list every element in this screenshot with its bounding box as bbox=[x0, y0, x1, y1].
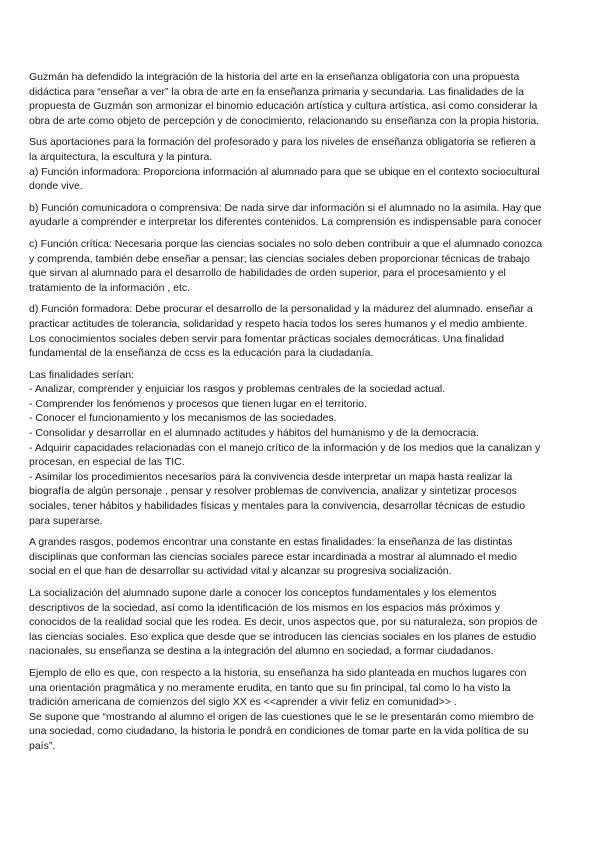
text-line: procesan, en especial de las TIC. bbox=[29, 456, 185, 469]
text-line: nacionales, su enseñanza se destina a la integración del alumno en sociedad, a formar ciudadanos. bbox=[29, 645, 494, 658]
list-item: - Adquirir capacidades relacionadas con el manejo crítico de la información y de los medios que la canalizan y bbox=[29, 441, 541, 454]
text-line: la arquitectura, la escultura y la pintura. bbox=[29, 150, 213, 163]
paragraph-funcion-comunicadora bbox=[29, 201, 571, 230]
text-line: Los conocimientos sociales deben servir para fomentar prácticas sociales democráticas. Una finalidad bbox=[29, 332, 505, 345]
text-line: una sociedad, como ciudadano, la historia le pondrá en condiciones de tomar parte en la vida política de su bbox=[29, 725, 529, 738]
text-line: La socialización del alumnado supone darle a conocer los conceptos fundamentales y los elementos bbox=[29, 587, 497, 599]
text-line: conocidos de la realidad social que les rodea. Es decir, unos aspectos que, por su naturaleza, son propios de bbox=[29, 616, 538, 629]
text-line: propuesta de Guzmán son armonizar el binomio educación artística y cultura artística, así como considerar la bbox=[29, 100, 538, 113]
text-line: ayudarle a comprender e interpretar los diferentes contenidos. La comprensión es indispensable para conocer bbox=[29, 216, 542, 229]
text-line: a) Función informadora: Proporciona información al alumnado para que se ubique en el contexto sociocultural bbox=[29, 165, 540, 178]
text-line: Sus aportaciones para la formación del profesorado y para los niveles de enseñanza obligatoria se refieren a bbox=[29, 136, 536, 149]
list-item: - Comprender los fenómenos y procesos que tienen lugar en el territorio. bbox=[29, 397, 367, 410]
text-line: Ejemplo de ello es que, con respecto a la historia, su enseñanza ha sido planteada en muchos lugares con bbox=[29, 666, 527, 679]
text-line: A grandes rasgos, podemos encontrar una constante en estas finalidades: la enseñanza de las distintas bbox=[29, 536, 513, 549]
document-page bbox=[29, 70, 571, 761]
text-line: donde vive. bbox=[29, 180, 83, 193]
list-item: - Conocer el funcionamiento y los mecanismos de las sociedades. bbox=[29, 412, 337, 425]
text-line: que sirvan al alumnado para el desarrollo de habilidades de orden superior, para el procesamiento y el bbox=[29, 267, 506, 280]
list-item: - Analizar, comprender y enjuiciar los rasgos y problemas centrales de la sociedad actual. bbox=[29, 383, 446, 396]
text-line: social en el que han de desarrollar su actividad vital y alcanzar su progresiva socialización. bbox=[29, 565, 452, 578]
paragraph-aportaciones bbox=[29, 135, 571, 193]
paragraph-socializacion bbox=[29, 586, 571, 659]
text-line: tradición americana de comienzos del siglo XX es <<aprender a vivir feliz en comunidad>> . bbox=[29, 696, 457, 709]
text-line: país”. bbox=[29, 739, 56, 752]
text-line: sociales, tener hábitos y habilidades físicas y mentales para la convivencia, desarrollar técnicas de estudio bbox=[29, 500, 526, 513]
list-item: - Consolidar y desarrollar en el alumnado actitudes y hábitos del humanismo y de la democracia. bbox=[29, 427, 479, 440]
paragraph-grandes-rasgos bbox=[29, 535, 571, 579]
paragraph-ejemplo-historia bbox=[29, 666, 571, 754]
text-line: las ciencias sociales. Eso explica que desde que se introducen las ciencias sociales en los planes de estudio bbox=[29, 630, 537, 643]
text-line: Las finalidades serían: bbox=[29, 368, 135, 381]
text-line: didáctica para “enseñar a ver” la obra de arte en la enseñanza primaria y secundaria. Las finalidades de la bbox=[29, 85, 524, 98]
text-line: para superarse. bbox=[29, 514, 103, 527]
paragraph-funcion-formadora bbox=[29, 302, 571, 360]
text-line: descriptivos de la sociedad, así como la identificación de los mismos en los espacios más próximos y bbox=[29, 601, 500, 614]
text-line: d) Función formadora: Debe procurar el desarrollo de la personalidad y la madurez del alumnado. enseñar a bbox=[29, 303, 533, 316]
paragraph-guzman-intro bbox=[29, 70, 571, 128]
paragraph-funcion-critica bbox=[29, 237, 571, 295]
text-line: obra de arte como objeto de percepción y de conocimiento, relacionando su enseñanza con la propia historia. bbox=[29, 114, 540, 127]
text-line: fundamental de la enseñanza de ccss es la educación para la ciudadanía. bbox=[29, 347, 374, 360]
text-line: disciplinas que conforman las ciencias sociales parece estar incardinada a mostrar al alumnado el medio bbox=[29, 550, 517, 563]
text-line: biografía de algún personaje , pensar y resolver problemas de convivencia, analizar y sintetizar procesos bbox=[29, 485, 517, 498]
text-line: c) Función crítica: Necesaria porque las ciencias sociales no solo deben contribuir a que el alumnado conozca bbox=[29, 237, 543, 250]
text-line: una orientación pragmática y no meramente erudita, en tanto que su fin principal, tal como lo ha visto la bbox=[29, 681, 511, 694]
text-line: b) Función comunicadora o comprensiva: De nada sirve dar información si el alumnado no la asimila. Hay que bbox=[29, 201, 542, 214]
text-line: tratamiento de la información , etc. bbox=[29, 281, 191, 294]
text-line: Guzmán ha defendido la integración de la historia del arte en la enseñanza obligatoria con una propuesta bbox=[29, 71, 520, 83]
list-item: - Asimilar los procedimientos necesarios para la convivencia desde interpretar un mapa hasta realizar la bbox=[29, 470, 513, 483]
text-line: y comprenda, también debe enseñar a pensar; las ciencias sociales deben proporcionar técnicas de trabajo bbox=[29, 252, 530, 265]
text-line: Se supone que “mostrando al alumno el origen de las cuestiones que le se le presentarán como miembro de bbox=[29, 710, 534, 723]
text-line: practicar actitudes de tolerancia, solidaridad y respeto hacia todos los seres humanos y el medio ambiente. bbox=[29, 317, 528, 330]
paragraph-finalidades-list bbox=[29, 368, 571, 529]
